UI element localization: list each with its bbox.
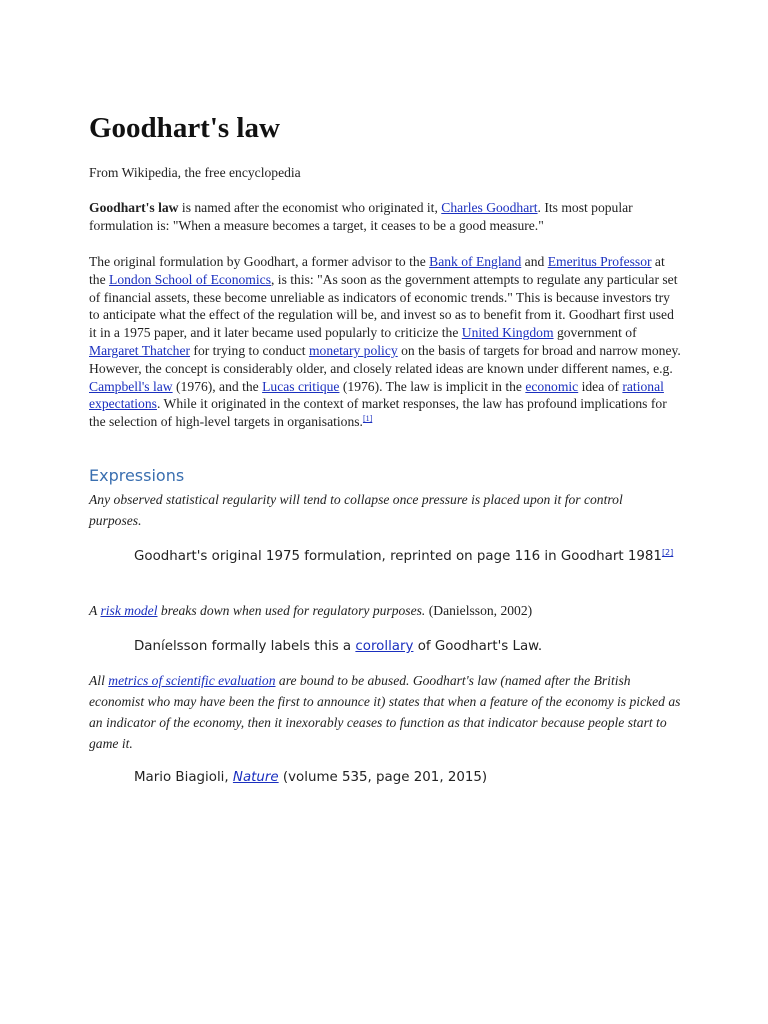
link-charles-goodhart[interactable]: Charles Goodhart	[441, 200, 538, 215]
link-lucas-critique[interactable]: Lucas critique	[262, 378, 340, 394]
link-margaret-thatcher[interactable]: Margaret Thatcher	[89, 342, 191, 358]
link-monetary-policy[interactable]: monetary policy	[308, 342, 398, 358]
link-bank-of-england[interactable]: Bank of England	[429, 254, 522, 269]
text-span: are bound to be abused. Goodhart's law (named after the British economist who may have been the first to announce it) states that when a feature of the economy is picked as an indicator of the economy, then it inexorably ceases to function as that indicator because people start to game it.	[89, 673, 681, 751]
link-rational-expectations[interactable]: rational expectations	[89, 378, 664, 412]
citation: (Danielsson, 2002)	[425, 603, 533, 618]
link-emeritus-professor[interactable]: Emeritus Professor	[547, 254, 652, 269]
attribution-danielsson	[134, 637, 674, 657]
quote-danielsson	[89, 600, 681, 621]
text-span: The original formulation by Goodhart, a former advisor to the	[89, 254, 430, 269]
text-span: (volume 535, page 201, 2015)	[278, 770, 488, 785]
term-bold: Goodhart's law	[89, 200, 179, 215]
text-span: at the	[89, 254, 665, 287]
text-span: Mario Biagioli,	[134, 770, 233, 785]
attribution-biagioli	[134, 768, 674, 788]
link-economic[interactable]: economic	[525, 378, 579, 394]
link-nature[interactable]: Nature	[232, 770, 279, 785]
text-span: Daníelsson formally labels this a	[134, 639, 356, 654]
intro-paragraph	[89, 199, 681, 235]
text-span: All	[89, 673, 109, 688]
link-metrics-of-scientific-evaluation[interactable]: metrics of scientific evaluation	[108, 673, 276, 688]
text-span: for trying to conduct	[190, 342, 309, 358]
link-campbells-law[interactable]: Campbell's law	[89, 378, 173, 394]
text-span: government of	[553, 325, 637, 341]
link-risk-model[interactable]: risk model	[100, 603, 158, 618]
link-lse[interactable]: London School of Economics	[109, 271, 271, 287]
reference-link-2[interactable]: [2]	[661, 548, 674, 557]
text-span: on the basis of targets for broad and narrow money. However, the concept is considerably older, and closely related ideas are known under different names, e.g.	[89, 342, 681, 376]
section-heading-expressions: Expressions	[89, 466, 185, 485]
text-span: . Its most popular formulation is: "When a measure becomes a target, it ceases to be a good measure."	[89, 200, 633, 233]
reference-link-1[interactable]: [1]	[362, 414, 373, 424]
text-span: idea of	[578, 378, 623, 394]
quote-biagioli	[89, 670, 681, 754]
text-span: and	[521, 254, 548, 269]
text-span: breaks down when used for regulatory purposes.	[157, 603, 426, 618]
page-subtitle: From Wikipedia, the free encyclopedia	[89, 165, 301, 180]
text-span: is named after the economist who originated it,	[178, 200, 442, 215]
history-paragraph	[89, 253, 681, 431]
text-span: of Goodhart's Law.	[413, 639, 543, 654]
text-span: A	[89, 603, 101, 618]
text-span: . While it originated in the context of market responses, the law has profound implications for the selection of high-level targets in organisations.	[89, 396, 667, 430]
text-span: Goodhart's original 1975 formulation, reprinted on page 116 in Goodhart 1981	[134, 549, 662, 564]
text-span: (1976), and the	[172, 378, 263, 394]
text-span: , is this: "As soon as the government attempts to regulate any particular set of financial assets, these become unreliable as indicators of economic trends." This is because investors try to anticipate what the effect of the regulation will be, and invest so as to benefit from it. Goodhart first used it in a 1975 paper, and it later became used popularly to criticize the	[89, 271, 678, 341]
text-span: (1976). The law is implicit in the	[339, 378, 526, 394]
link-united-kingdom[interactable]: United Kingdom	[461, 325, 554, 341]
quote-goodhart: Any observed statistical regularity will tend to collapse once pressure is placed upon it for control purposes.	[89, 492, 623, 528]
page-title: Goodhart's law	[89, 112, 280, 144]
link-corollary[interactable]: corollary	[355, 639, 414, 654]
attribution-goodhart	[134, 547, 674, 567]
